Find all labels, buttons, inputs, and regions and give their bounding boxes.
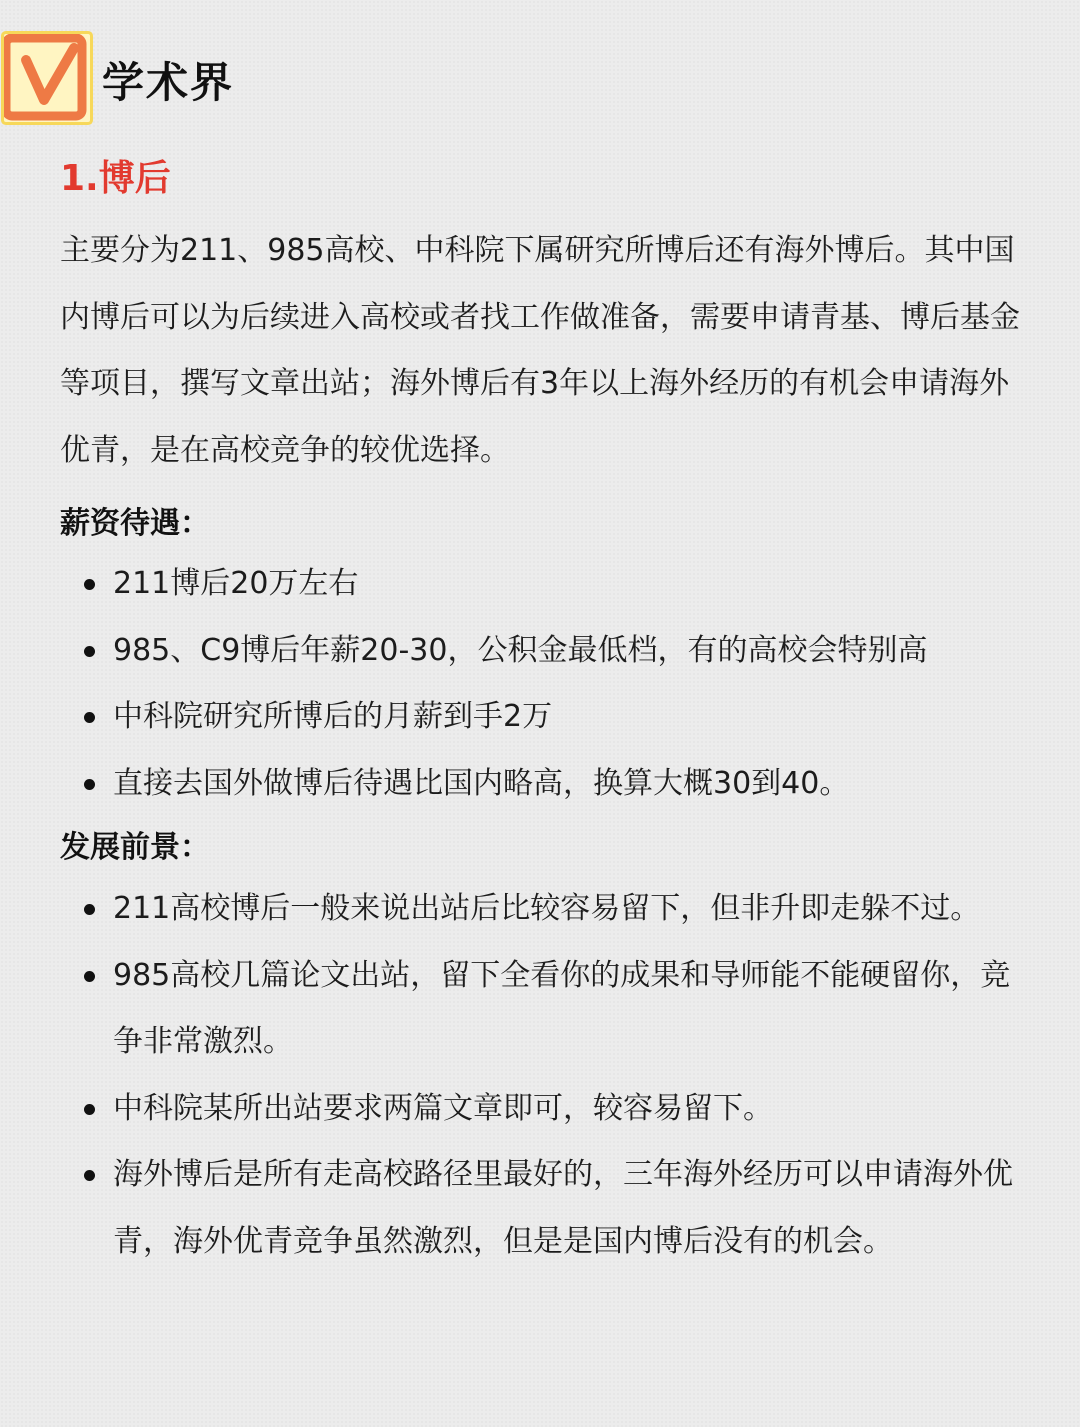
list-item: 直接去国外做博后待遇比国内略高，换算大概30到40。 xyxy=(60,751,1040,818)
list-item: 中科院研究所博后的月薪到手2万 xyxy=(60,684,1040,751)
prospects-heading: 发展前景： xyxy=(60,830,210,865)
list-item: 211高校博后一般来说出站后比较容易留下，但非升即走躲不过。 xyxy=(60,876,1040,943)
page-title: 学术界 xyxy=(102,58,235,107)
salary-list xyxy=(60,551,1040,817)
list-item: 211博后20万左右 xyxy=(60,551,1040,618)
salary-heading: 薪资待遇： xyxy=(60,506,210,541)
list-item: 海外博后是所有走高校路径里最好的，三年海外经历可以申请海外优青，海外优青竞争虽然激烈，但是是国内博后没有的机会。 xyxy=(60,1142,1040,1275)
header xyxy=(0,30,400,130)
intro-paragraph: 主要分为211、985高校、中科院下属研究所博后还有海外博后。其中国内博后可以为后续进入高校或者找工作做准备，需要申请青基、博后基金等项目，撰写文章出站；海外博后有3年以上海外经历的有机会申请海外优青，是在高校竞争的较优选择。 xyxy=(60,233,1020,468)
list-item: 中科院某所出站要求两篇文章即可，较容易留下。 xyxy=(60,1076,1040,1143)
prospects-list xyxy=(60,876,1040,1275)
checkmark-logo-icon xyxy=(4,34,90,122)
list-item: 985高校几篇论文出站，留下全看你的成果和导师能不能硬留你，竞争非常激烈。 xyxy=(60,943,1040,1076)
section-title: 1.博后 xyxy=(60,158,171,199)
list-item: 985、C9博后年薪20-30，公积金最低档，有的高校会特别高 xyxy=(60,618,1040,685)
